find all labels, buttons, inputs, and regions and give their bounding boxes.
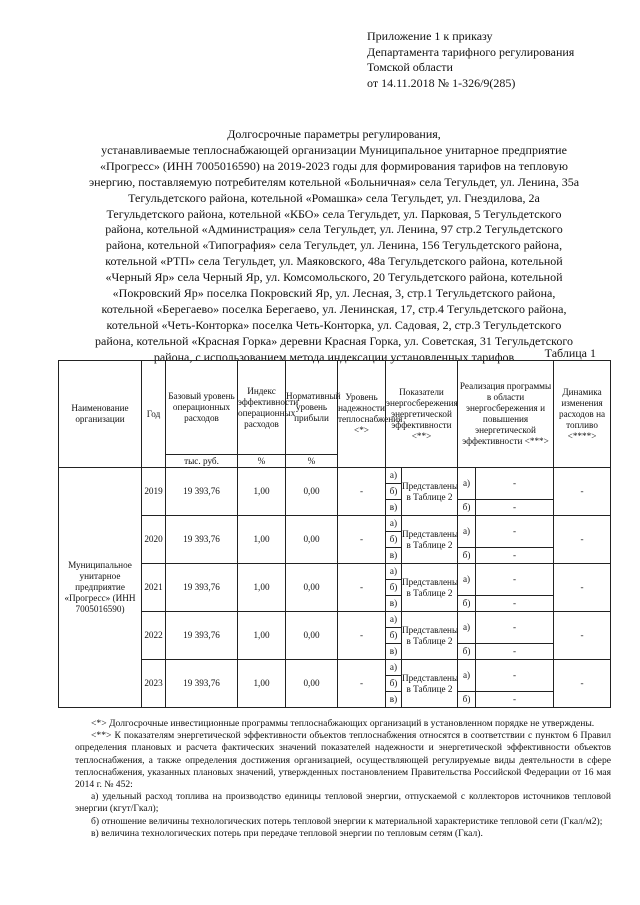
program-value: - <box>476 660 554 692</box>
appendix-line: Томской области <box>367 60 453 74</box>
title-line: района, с использованием метода индексации установленных тарифов <box>153 349 515 364</box>
year-cell: 2019 <box>142 468 166 516</box>
reliability-cell: - <box>338 612 386 660</box>
footnote: б) отношение величины технологических потерь тепловой энергии к материальной характеристике тепловой сети (Гкал/м2); <box>91 815 603 827</box>
program-value: - <box>476 500 554 516</box>
program-label: б) <box>458 692 476 708</box>
footnotes <box>75 718 611 840</box>
header-reliability: Уровень надежности теплоснабжения <*> <box>338 361 386 468</box>
indicator-label: б) <box>386 628 402 644</box>
program-label: а) <box>458 468 476 500</box>
indicator-label: б) <box>386 676 402 692</box>
program-value: - <box>476 644 554 660</box>
title-line: котельной «Берегаево» поселка Берегаево, ул. Ленинская, 17, стр.4 Тегульдетского района, <box>101 301 567 316</box>
appendix-line: Департамента тарифного регулирования <box>367 44 575 59</box>
dynamics-cell: - <box>554 612 611 660</box>
program-label: б) <box>458 548 476 564</box>
footnote: <**> К показателям энергетической эффективности объектов теплоснабжения относятся в соответствии с пунктом 6 Правил определения плановых и расчета фактических значений показателей надежности и энергетической эффективности объектов теплоснабжения, а также определения достижения организацией, осуществляющей регулируемые виды деятельности в сфере теплоснабжения, указанных плановых значений, утвержденных постановлением Правительства Российской Федерации от 16 мая 2014 г. № 452: <box>75 730 611 791</box>
indicator-label: в) <box>386 500 402 516</box>
document-title <box>58 127 610 366</box>
title-line: района, котельной «Типография» села Тегульдет, ул. Ленина, 156 Тегульдетского района, <box>105 238 563 253</box>
base-cell: 19 393,76 <box>166 564 238 612</box>
program-label: а) <box>458 612 476 644</box>
table-row <box>59 468 611 484</box>
unit-base: тыс. руб. <box>166 455 238 468</box>
year-cell: 2021 <box>142 564 166 612</box>
presented-note: Представлены в Таблице 2 <box>402 660 458 708</box>
profit-cell: 0,00 <box>286 564 338 612</box>
unit-index: % <box>238 455 286 468</box>
table-number: Таблица 1 <box>544 346 596 360</box>
title-line: котельной «Четь-Конторка» поселка Четь-Конторка, ул. Садовая, 2, стр.3 Тегульдетского <box>106 317 562 332</box>
base-cell: 19 393,76 <box>166 468 238 516</box>
program-value: - <box>476 548 554 564</box>
reliability-cell: - <box>338 660 386 708</box>
indicator-label: б) <box>386 532 402 548</box>
title-line: энергию, поставляемую потребителям котельной «Больничная» села Тегульдет, ул. Ленина, 35а <box>88 174 580 189</box>
base-cell: 19 393,76 <box>166 660 238 708</box>
profit-cell: 0,00 <box>286 468 338 516</box>
reliability-cell: - <box>338 468 386 516</box>
header-org: Наименование организации <box>59 361 142 468</box>
indicator-label: а) <box>386 612 402 628</box>
title-line: «Черный Яр» села Черный Яр, ул. Комсомольского, 20 Тегульдетского района, котельной <box>105 270 563 285</box>
program-value: - <box>476 612 554 644</box>
table-row <box>59 564 611 580</box>
indicator-label: в) <box>386 644 402 660</box>
index-cell: 1,00 <box>238 516 286 564</box>
title-line: Долгосрочные параметры регулирования, <box>227 127 441 141</box>
base-cell: 19 393,76 <box>166 612 238 660</box>
header-year: Год <box>142 361 166 468</box>
unit-profit: % <box>286 455 338 468</box>
profit-cell: 0,00 <box>286 612 338 660</box>
program-value: - <box>476 596 554 612</box>
indicator-label: в) <box>386 596 402 612</box>
footnote: <*> Долгосрочные инвестиционные программы теплоснабжающих организаций в установленном порядке не утверждены. <box>91 718 595 729</box>
header-profit: Нормативный уровень прибыли <box>286 361 338 455</box>
indicator-label: а) <box>386 468 402 484</box>
parameters-table <box>58 360 611 708</box>
indicator-label: б) <box>386 580 402 596</box>
indicator-label: а) <box>386 516 402 532</box>
year-cell: 2020 <box>142 516 166 564</box>
indicator-label: а) <box>386 564 402 580</box>
indicator-label: б) <box>386 484 402 500</box>
index-cell: 1,00 <box>238 612 286 660</box>
program-label: б) <box>458 596 476 612</box>
reliability-cell: - <box>338 564 386 612</box>
appendix-block <box>367 29 574 91</box>
index-cell: 1,00 <box>238 564 286 612</box>
title-line: Тегульдетского района, котельной «КБО» села Тегульдет, ул. Парковая, 5 Тегульдетского <box>106 206 562 221</box>
program-value: - <box>476 692 554 708</box>
appendix-line: от 14.11.2018 № 1-326/9(285) <box>367 75 516 90</box>
header-base: Базовый уровень операционных расходов <box>166 361 238 455</box>
dynamics-cell: - <box>554 516 611 564</box>
index-cell: 1,00 <box>238 660 286 708</box>
footnote: а) удельный расход топлива на производство единицы тепловой энергии, отпускаемой с коллекторов источников тепловой энергии (кгут/Гкал); <box>75 791 611 815</box>
program-value: - <box>476 516 554 548</box>
program-label: б) <box>458 500 476 516</box>
header-dynamics: Динамика изменения расходов на топливо <****> <box>554 361 611 468</box>
program-label: а) <box>458 516 476 548</box>
org-name: Муниципальное унитарное предприятие «Прогресс» (ИНН 7005016590) <box>59 468 142 708</box>
presented-note: Представлены в Таблице 2 <box>402 564 458 612</box>
year-cell: 2023 <box>142 660 166 708</box>
dynamics-cell: - <box>554 468 611 516</box>
program-label: а) <box>458 564 476 596</box>
profit-cell: 0,00 <box>286 660 338 708</box>
title-line: котельной «РТП» села Тегульдет, ул. Маяковского, 48а Тегульдетского района, котельной <box>105 254 563 269</box>
program-value: - <box>476 564 554 596</box>
reliability-cell: - <box>338 516 386 564</box>
title-line: «Прогресс» (ИНН 7005016590) на 2019-2023 годы для формирования тарифов на тепловую <box>100 158 568 173</box>
title-line: устанавливаемые теплоснабжающей организации Муниципальное унитарное предприятие <box>101 142 567 157</box>
presented-note: Представлены в Таблице 2 <box>402 516 458 564</box>
footnote: в) величина технологических потерь при передаче тепловой энергии по тепловым сетям (Гкал). <box>91 827 483 839</box>
program-label: б) <box>458 644 476 660</box>
title-line: «Покровский Яр» поселка Покровский Яр, ул. Лесная, 3, стр.1 Тегульдетского района, <box>112 286 556 301</box>
program-value: - <box>476 468 554 500</box>
header-index: Индекс эффективности операционных расходов <box>238 361 286 455</box>
title-line: Тегульдетского района, котельной «Ромашка» села Тегульдет, ул. Гнездилова, 2а <box>128 190 540 205</box>
index-cell: 1,00 <box>238 468 286 516</box>
presented-note: Представлены в Таблице 2 <box>402 468 458 516</box>
appendix-line: Приложение 1 к приказу <box>367 29 493 43</box>
indicator-label: а) <box>386 660 402 676</box>
profit-cell: 0,00 <box>286 516 338 564</box>
dynamics-cell: - <box>554 564 611 612</box>
indicator-label: в) <box>386 548 402 564</box>
table-row <box>59 660 611 676</box>
indicator-label: в) <box>386 692 402 708</box>
header-energy: Показатели энергосбережения энергетической эффективности <**> <box>386 361 458 468</box>
year-cell: 2022 <box>142 612 166 660</box>
program-label: а) <box>458 660 476 692</box>
dynamics-cell: - <box>554 660 611 708</box>
table-row <box>59 612 611 628</box>
base-cell: 19 393,76 <box>166 516 238 564</box>
title-line: района, котельной «Красная Горка» деревни Красная Горка, ул. Советская, 31 Тегульдетского <box>95 333 573 348</box>
header-programs: Реализация программы в области энергосбережения и повышения энергетической эффективности <***> <box>458 361 554 468</box>
table-row <box>59 516 611 532</box>
title-line: района, котельной «Администрация» села Тегульдет, ул. Ленина, 97 стр.2 Тегульдетского <box>105 222 563 237</box>
presented-note: Представлены в Таблице 2 <box>402 612 458 660</box>
